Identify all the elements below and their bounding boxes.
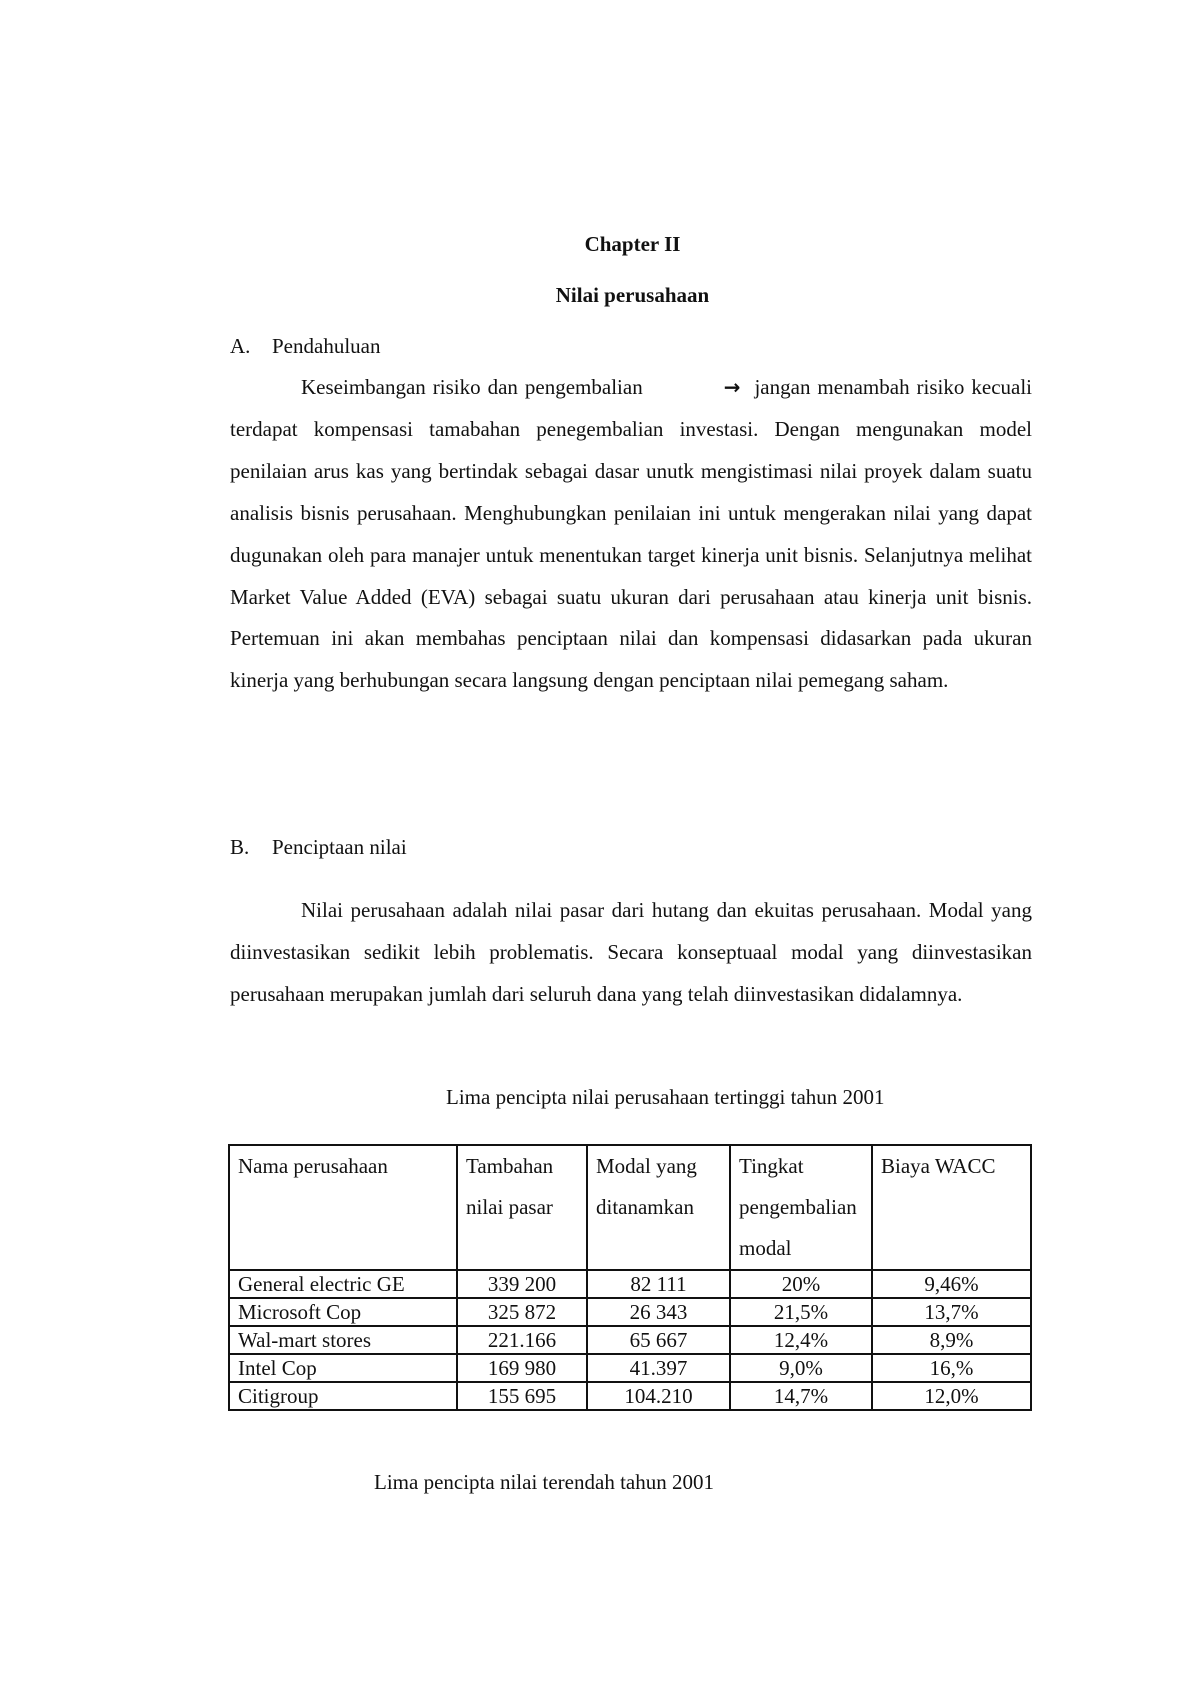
cell-return-on-capital: 20% bbox=[730, 1270, 872, 1298]
col-header-wacc: Biaya WACC bbox=[872, 1145, 1031, 1270]
table-row bbox=[229, 1354, 1031, 1382]
table-top-caption: Lima pencipta nilai perusahaan tertinggi tahun 2001 bbox=[446, 1085, 885, 1109]
section-a-paragraph bbox=[230, 367, 1032, 702]
cell-return-on-capital: 9,0% bbox=[730, 1354, 872, 1382]
cell-invested-capital: 104.210 bbox=[587, 1382, 730, 1410]
cell-market-value-added: 339 200 bbox=[457, 1270, 587, 1298]
cell-market-value-added: 169 980 bbox=[457, 1354, 587, 1382]
cell-return-on-capital: 14,7% bbox=[730, 1382, 872, 1410]
cell-invested-capital: 41.397 bbox=[587, 1354, 730, 1382]
section-a-para-lead: Keseimbangan risiko dan pengembalian bbox=[301, 375, 643, 399]
cell-company: Wal-mart stores bbox=[229, 1326, 457, 1354]
table-row bbox=[229, 1382, 1031, 1410]
section-a-marker: A. bbox=[230, 334, 251, 358]
cell-market-value-added: 221.166 bbox=[457, 1326, 587, 1354]
cell-invested-capital: 65 667 bbox=[587, 1326, 730, 1354]
cell-invested-capital: 82 111 bbox=[587, 1270, 730, 1298]
section-a-para-rest: jangan menambah risiko kecuali terdapat kompensasi tamabahan penegembalian investasi. Dengan mengunakan model penilaian arus kas yang bertindak sebagai dasar unutk mengistimasi nilai proyek dalam suatu analisis bisnis perusahaan. Menghubungkan penilaian ini untuk mengerakan nilai yang dapat dugunakan oleh para manajer untuk menentukan target kinerja unit bisnis. Selanjutnya melihat Market Value Added (EVA) sebagai suatu ukuran dari perusahaan atau kinerja unit bisnis. Pertemuan ini akan membahas penciptaan nilai dan kompensasi didasarkan pada ukuran kinerja yang berhubungan secara langsung dengan penciptaan nilai pemegang saham. bbox=[230, 375, 1033, 693]
section-b-marker: B. bbox=[230, 835, 250, 859]
cell-invested-capital: 26 343 bbox=[587, 1298, 730, 1326]
section-b-heading bbox=[230, 835, 407, 860]
col-header-company: Nama perusahaan bbox=[229, 1145, 457, 1270]
col-header-invested-capital: Modal yang ditanamkan bbox=[587, 1145, 730, 1270]
cell-wacc: 13,7% bbox=[872, 1298, 1031, 1326]
table-row bbox=[229, 1326, 1031, 1354]
cell-company: Citigroup bbox=[229, 1382, 457, 1410]
cell-return-on-capital: 12,4% bbox=[730, 1326, 872, 1354]
cell-company: Microsoft Cop bbox=[229, 1298, 457, 1326]
section-a-title: Pendahuluan bbox=[272, 334, 381, 358]
col-header-market-value-added: Tambahan nilai pasar bbox=[457, 1145, 587, 1270]
cell-wacc: 16,% bbox=[872, 1354, 1031, 1382]
cell-company: Intel Cop bbox=[229, 1354, 457, 1382]
cell-market-value-added: 325 872 bbox=[457, 1298, 587, 1326]
section-b-title: Penciptaan nilai bbox=[272, 835, 407, 859]
cell-return-on-capital: 21,5% bbox=[730, 1298, 872, 1326]
value-creators-table bbox=[228, 1144, 1032, 1411]
cell-wacc: 8,9% bbox=[872, 1326, 1031, 1354]
section-a-heading bbox=[230, 334, 380, 359]
cell-market-value-added: 155 695 bbox=[457, 1382, 587, 1410]
chapter-subtitle: Nilai perusahaan bbox=[555, 283, 710, 307]
table-header-row bbox=[229, 1145, 1031, 1270]
table-row bbox=[229, 1298, 1031, 1326]
right-arrow-icon: → bbox=[723, 375, 741, 399]
table-row bbox=[229, 1270, 1031, 1298]
col-header-return-on-capital: Tingkat pengembalian modal bbox=[730, 1145, 872, 1270]
cell-wacc: 9,46% bbox=[872, 1270, 1031, 1298]
cell-company: General electric GE bbox=[229, 1270, 457, 1298]
section-b-paragraph: Nilai perusahaan adalah nilai pasar dari hutang dan ekuitas perusahaan. Modal yang diinvestasikan sedikit lebih problematis. Secara konseptuaal modal yang diinvestasikan perusahaan merupakan jumlah dari seluruh dana yang telah diinvestasikan didalamnya. bbox=[230, 898, 1032, 1006]
table-bottom-caption: Lima pencipta nilai terendah tahun 2001 bbox=[374, 1470, 714, 1494]
chapter-title: Chapter II bbox=[584, 232, 681, 256]
cell-wacc: 12,0% bbox=[872, 1382, 1031, 1410]
